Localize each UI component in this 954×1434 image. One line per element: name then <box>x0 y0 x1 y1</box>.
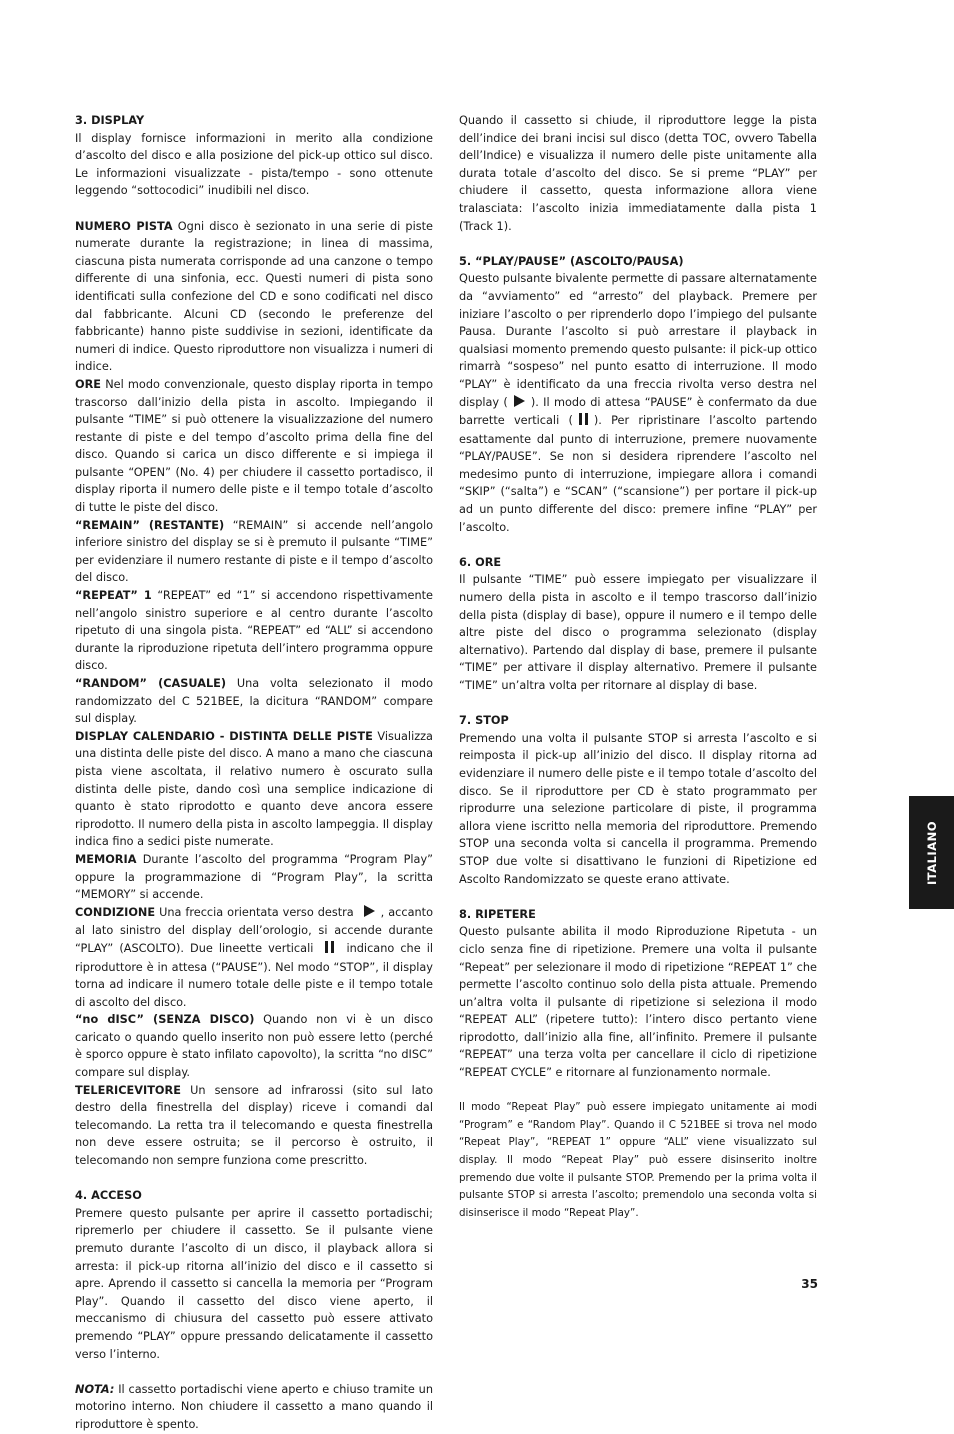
section-5-title: 5. “PLAY/PAUSE” (ASCOLTO/PAUSA) <box>459 254 684 268</box>
continuation-paragraph: Quando il cassetto si chiude, il riproduttore legge la pista dell’indice dei brani incisi sul disco (detta TOC, ovvero Tabella dell’Indice) e visualizza il numero delle piste unitamente alla durata totale d’ascolto del disco. Se si preme “PLAY” per chiudere il cassetto, questa informazione allora viene tralasciata: l’ascolto inizia immediatamente dalla pista 1 (Track 1). <box>459 114 817 233</box>
language-tab-label: ITALIANO <box>924 820 939 885</box>
section-8-note: Il modo “Repeat Play” può essere impiegato unitamente ai modi “Program” e “Random Play”. Quando il C 521BEE si trova nel modo “Repeat Play”, “REPEAT 1” oppure “ALL” viene visualizzato sul display. Il modo “Repeat Play” può essere disinserito inoltre premendo due volte il pulsante STOP. Premendo per la prima volta il pulsante STOP si arresta l’ascolto; premendolo una seconda volta si disinserisce il modo “Repeat Play”. <box>459 1101 817 1219</box>
section-5-text: Questo pulsante bivalente permette di passare alternatamente da “avviamento” ed “arresto” del playback. Premere per iniziare l’ascolto o per riprenderlo dopo l’impiego del pulsante Pausa. Durante l’ascolto si può arrestare il playback in qualsiasi momento premendo questo pulsante: il pick-up ottico rimarrà “sospeso” nel punto esatto di interruzione. Il modo “PLAY” è identificato da una freccia rivolta verso destra nel display ( ). Il modo di attesa “PAUSE” è confermato da due barrette verticali ( ). Per ripristinare l’ascolto partendo esattamente dal punto di interruzione, premere nuovamente “PLAY/PAUSE”. Se non si desidera riprendere l’ascolto nel medesimo punto di interruzione, impiegare allora i comandi “SKIP” (“salta”) e “SCAN” (“scansione”) per portare il pick-up ad un punto differente del disco: premere infine “PLAY” per l’ascolto. <box>459 272 817 534</box>
nodisc-term: “no dISC” (SENZA DISCO) <box>75 1013 255 1027</box>
section-6-text: Il pulsante “TIME” può essere impiegato per visualizzare il numero della pista in ascolto e il tempo trascorso dall’inizio della pista (display di base), oppure il numero e il tempo delle altre piste del disco o programma selezionato (display alternativo). Partendo dal display di base, premere il pulsante “TIME” per attivare il display alternativo. Premere il pulsante “TIME” un’altra volta per ritornare al display di base. <box>459 573 817 692</box>
condizione-paragraph: CONDIZIONE Una freccia orientata verso destra , accanto al lato sinistro del display dell’orologio, si accende durante “PLAY” (ASCOLTO). Due lineette verticali indicano che il riproduttore è in attesa (“PAUSE”). Nel modo “STOP”, il display torna ad indicare il numero totale delle piste e il tempo totale di ascolto del disco. <box>75 905 433 1009</box>
remain-paragraph: “REMAIN” (RESTANTE) “REMAIN” si accende nell’angolo inferiore sinistro del display se si è premuto il pulsante “TIME” per evidenziare il numero restante di piste e il tempo d’ascolto del disco. <box>75 518 433 585</box>
numero-pista-term: NUMERO PISTA <box>75 219 173 233</box>
left-column <box>75 112 433 1434</box>
section-4-title: 4. ACCESO <box>75 1189 142 1203</box>
random-term: “RANDOM” (CASUALE) <box>75 677 227 690</box>
nodisc-paragraph: “no dISC” (SENZA DISCO) Quando non vi è un disco caricato o quando quello inserito non può essere letto (perché è sporco oppure è stato infilato capovolto), la scritta “no dISC” compare sul display. <box>75 1013 433 1080</box>
repeat-term: “REPEAT” 1 <box>75 589 152 603</box>
section-3-intro: Il display fornisce informazioni in merito alla condizione d’ascolto del disco e alla posizione del pick-up ottico sul disco. Le informazioni visualizzate - pista/tempo - sono ottenute leggendo “sottocodici” inudibili nel disco. <box>75 131 433 198</box>
condizione-term: CONDIZIONE <box>75 905 156 919</box>
ore-paragraph: ORE Nel modo convenzionale, questo display riporta in tempo trascorso dall’inizio della pista in ascolto. Impiegando il pulsante “TIME” si può ottenere la visualizzazione del numero restante di piste e del tempo d’ascolto prima della fine del disco. Quando si carica un disco differente e si impiega il pulsante “OPEN” (No. 4) per chiudere il cassetto portadisco, il display riporta il numero delle piste e il tempo totale d’ascolto di tutte le piste del disco. <box>75 377 433 515</box>
memoria-paragraph: MEMORIA Durante l’ascolto del programma “Program Play” oppure la programmazione di “Program Play”, la scritta “MEMORY” si accende. <box>75 852 433 902</box>
play-triangle-icon <box>514 395 525 413</box>
section-3-title: 3. DISPLAY <box>75 114 145 127</box>
calendario-term: DISPLAY CALENDARIO - DISTINTA DELLE PISTE <box>75 729 373 743</box>
nota-term: NOTA: <box>75 1382 115 1396</box>
pause-bars-icon <box>325 941 334 959</box>
section-4-text: Premere questo pulsante per aprire il cassetto portadischi; ripremerlo per chiudere il cassetto. Se il pulsante viene premuto durante l’ascolto di un disco, il playback allora si arresta: il pick-up ritorna all’inizio del disco e il cassetto si apre. Aprendo il cassetto si cancella la memoria per “Program Play”. Quando il cassetto del disco viene aperto, il meccanismo di chiusura del cassetto può essere attivato premendo “PLAY” oppure pressando delicatamente il cassetto verso l’interno. <box>75 1206 433 1361</box>
random-paragraph: “RANDOM” (CASUALE) Una volta selezionato il modo randomizzato del C 521BEE, la dicitura “RANDOM” compare sul display. <box>75 677 434 726</box>
telericevitore-term: TELERICEVITORE <box>75 1083 181 1097</box>
section-6-title: 6. ORE <box>459 555 502 569</box>
numero-pista-paragraph: NUMERO PISTA Ogni disco è sezionato in una serie di piste numerate durante la registrazione; in linea di massima, ciascuna pista numerata corrisponde ad una canzone o tempo differente di una sinfonia, ecc. Questi numeri di pista sono identificati sulla confezione del CD e sono codificati nel disco dal fabbricante. Alcuni CD (secondo le preferenze del fabbricante) hanno piste suddivise in sezioni, identificate da numeri di indice. Questo riproduttore non visualizza i numeri di indice. <box>75 219 433 374</box>
repeat-paragraph: “REPEAT” 1 “REPEAT” ed “1” si accendono rispettivamente nell’angolo sinistro superiore e al centro durante l’ascolto ripetuto di una singola pista. “REPEAT” ed “ALL” si accendono durante la riproduzione ripetuta dell’intero programma oppure disco. <box>75 589 433 673</box>
page-number: 35 <box>801 1277 818 1291</box>
ore-term: ORE <box>75 377 102 391</box>
memoria-term: MEMORIA <box>75 852 137 866</box>
section-8-text: Questo pulsante abilita il modo Riproduzione Ripetuta - un ciclo senza fine di ripetizione. Premere una volta il pulsante “Repeat” per selezionare il modo di ripetizione “REPEAT 1” che permette l’ascolto continuo solo della pista attuale. Premendo un’altra volta il pulsante di ripetizione si seleziona il modo “REPEAT ALL” (ripetere tutto): l’intero disco pertanto viene riprodotto, dall’inizio alla fine, all’infinito. Premere il pulsante “REPEAT” una terza volta per cancellare il ciclo di ripetizione “REPEAT CYCLE” e ritornare al funzionamento normale. <box>459 925 817 1080</box>
right-column <box>459 112 817 1222</box>
remain-term: “REMAIN” (RESTANTE) <box>75 518 225 532</box>
section-8-title: 8. RIPETERE <box>459 907 536 921</box>
telericevitore-paragraph: TELERICEVITORE Un sensore ad infrarossi (sito sul lato destro della finestrella del display) riceve i comandi dal telecomando. La retta tra il telecomando e questa finestrella non deve essere ostruita; se il percorso è ostruito, il telecomando non sempre funziona come prescritto. <box>75 1083 433 1168</box>
section-7-text: Premendo una volta il pulsante STOP si arresta l’ascolto e si reimposta il pick-up all’inizio del disco. Il display ritorna ad evidenziare il numero delle piste e il tempo totale d’ascolto del disco. Se il riproduttore per CD è stato programmato per riprodurre una selezione particolare di piste, il programma allora viene iscritto nella memoria del riproduttore. Premendo STOP una seconda volta si cancella il programma. Premendo STOP due volte si disattivano le funzioni di Ripetizione ed Ascolto Randomizzato se queste erano attivate. <box>459 731 817 886</box>
section-7-title: 7. STOP <box>459 714 509 728</box>
nota-paragraph: NOTA: Il cassetto portadischi viene aperto e chiuso tramite un motorino interno. Non chiudere il cassetto a mano quando il riproduttore è spento. <box>75 1382 433 1431</box>
language-side-tab <box>909 796 954 909</box>
pause-bars-icon <box>579 413 588 431</box>
calendario-paragraph: DISPLAY CALENDARIO - DISTINTA DELLE PISTE Visualizza una distinta delle piste del disco. A mano a mano che ciascuna pista viene ascoltata, il relativo numero è oscurato sulla distinta delle piste, dando così una semplice indicazione di quanto è stato riprodotto e quanto deve ancora essere riprodotto. Il numero della pista in ascolto lampeggia. Il display indica fino a sedici piste numerate. <box>75 729 433 849</box>
play-triangle-icon <box>364 905 375 923</box>
